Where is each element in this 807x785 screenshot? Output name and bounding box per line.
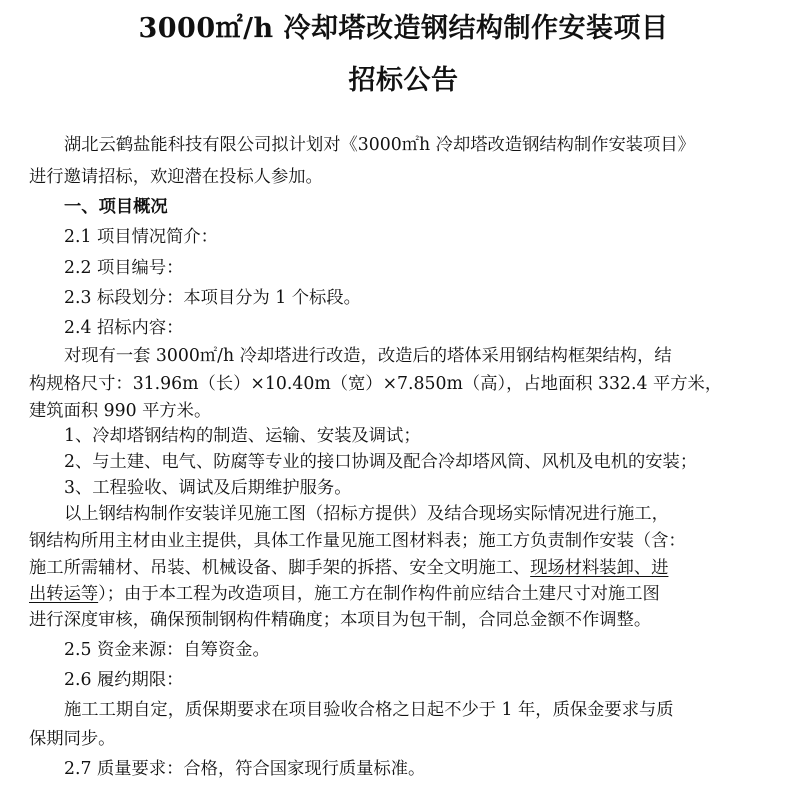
document-subtitle: 招标公告 — [348, 65, 459, 96]
period-line-2: 保期同步。 — [29, 729, 116, 749]
task-item-1: 1、冷却塔钢结构的制造、运输、安装及调试； — [64, 426, 421, 446]
item-2-4: 2.4 招标内容： — [64, 318, 184, 338]
task-item-2: 2、与土建、电气、防腐等专业的接口协调及配合冷却塔风筒、风机及电机的安装； — [64, 452, 698, 472]
details-line-3 — [29, 554, 777, 582]
underlined-text: 现场材料装卸、进 — [530, 558, 669, 578]
item-2-5: 2.5 资金来源：自筹资金。 — [64, 640, 270, 660]
period-line-1: 施工工期自定，质保期要求在项目验收合格之日起不少于 1 年，质保金要求与质 — [64, 700, 674, 720]
details-line-3-text: 施工所需辅材、吊装、机械设备、脚手架的拆搭、安全文明施工、 — [29, 558, 531, 578]
details-line-4 — [29, 580, 777, 608]
intro-line-1: 湖北云鹤盐能科技有限公司拟计划对《3000㎡h 冷却塔改造钢结构制作安装项目》 — [64, 135, 695, 155]
details-line-4-text: ）；由于本工程为改造项目，施工方在制作构件前应结合土建尺寸对施工图 — [98, 584, 660, 604]
underlined-text: 出转运等 — [29, 584, 99, 604]
intro-line-2: 进行邀请招标，欢迎潜在投标人参加。 — [29, 167, 323, 187]
item-2-7: 2.7 质量要求：合格，符合国家现行质量标准。 — [64, 759, 426, 779]
document-title: 3000㎡/h 冷却塔改造钢结构制作安装项目 — [138, 13, 669, 44]
section-heading: 一、项目概况 — [64, 197, 168, 217]
task-item-3: 3、工程验收、调试及后期维护服务。 — [64, 478, 352, 498]
item-2-2: 2.2 项目编号： — [64, 258, 184, 278]
details-line-1: 以上钢结构制作安装详见施工图（招标方提供）及结合现场实际情况进行施工， — [64, 504, 669, 524]
details-line-2: 钢结构所用主材由业主提供，具体工作量见施工图材料表；施工方负责制作安装（含： — [29, 531, 686, 551]
details-line-5: 进行深度审核，确保预制钢构件精确度；本项目为包干制，合同总金额不作调整。 — [29, 610, 652, 630]
scope-line-2: 构规格尺寸：31.96m（长）×10.40m（宽）×7.850m（高），占地面积 332.4 平方米， — [29, 374, 723, 394]
scope-line-1: 对现有一套 3000㎡/h 冷却塔进行改造，改造后的塔体采用钢结构框架结构，结 — [64, 346, 672, 366]
item-2-6: 2.6 履约期限： — [64, 670, 184, 690]
item-2-3: 2.3 标段划分：本项目分为 1 个标段。 — [64, 288, 361, 308]
scope-line-3: 建筑面积 990 平方米。 — [29, 401, 212, 421]
item-2-1: 2.1 项目情况简介： — [64, 227, 218, 247]
